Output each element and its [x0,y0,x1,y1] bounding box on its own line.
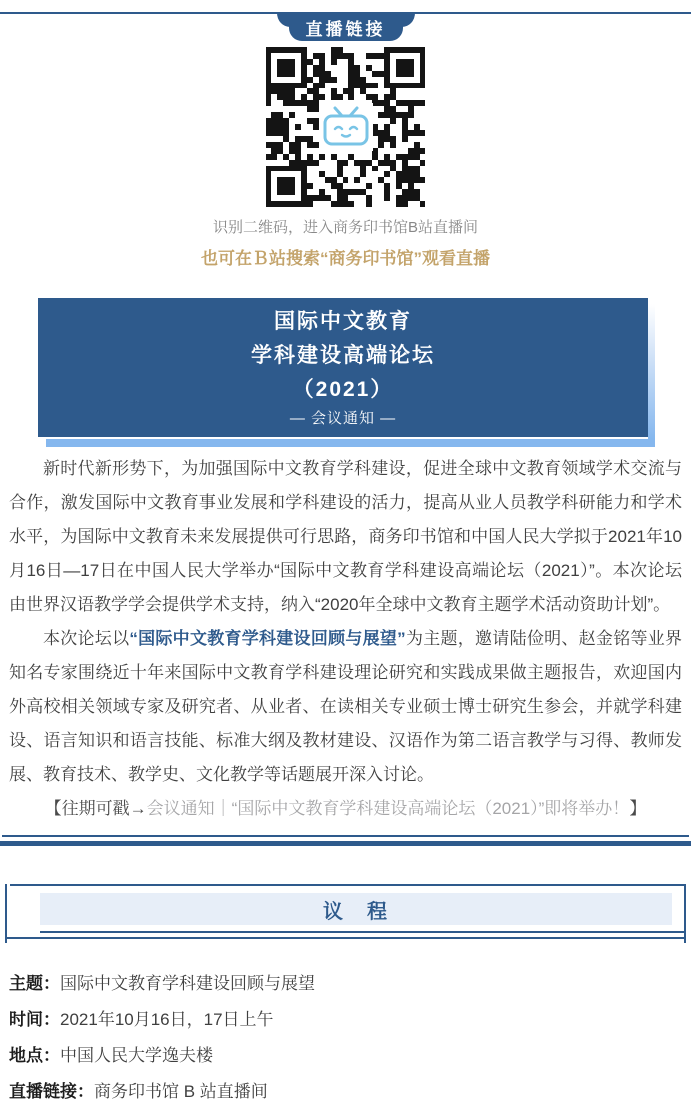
forum-title-line1: 国际中文教育 [274,310,412,333]
divider-thin-line [2,835,689,837]
agenda-header-band [40,893,672,925]
past-issues-open: 【往期可戳→ [44,799,147,818]
agenda-section-frame [5,884,686,943]
qr-search-note: 也可在Ｂ站搜索“商务印书馆”观看直播 [201,249,490,268]
agenda-location-label: 地点： [9,1046,60,1065]
forum-title-line2: 学科建设高端论坛 [251,344,435,367]
forum-title-line3: （2021） [292,378,394,401]
qr-scan-caption: 识别二维码，进入商务印书馆B站直播间 [212,219,478,236]
agenda-livelink-label: 直播链接： [9,1082,94,1101]
agenda-time-label: 时间： [9,1010,60,1029]
agenda-topic-row [9,967,682,1001]
agenda-livelink-row [9,1075,682,1109]
agenda-underline-2 [7,937,684,939]
paragraph-2-suffix: 为主题，邀请陆俭明、赵金铭等业界知名专家围绕近十年来国际中文教育学科建设理论研究和实践成果做主题报告，欢迎国内外高校相关领域专家及研究者、从业者、在读相关专业硕士博士研究生参会，并就学科建设、语言知识和语言技能、标准大纲及教材建设、汉语作为第二语言教学与习得、教师发展、教育技术、教学史、文化教学等话题展开深入讨论。 [9,629,683,784]
paragraph-2-prefix: 本次论坛以 [43,629,130,648]
agenda-time-row [9,1003,682,1037]
past-notice-link[interactable]: 会议通知｜“国际中文教育学科建设高端论坛（2021）”即将举办！ [146,799,630,818]
live-link-ribbon-tab [289,13,403,41]
live-link-label: 直播链接 [305,19,386,39]
paragraph-1: 新时代新形势下，为加强国际中文教育学科建设，促进全球中文教育领域学术交流与合作，激发国际中文教育事业发展和学科建设的活力，提高从业人员教学科研能力和学术水平，为国际中文教育未来发展提供可行思路，商务印书馆和中国人民大学拟于2021年10月16日—17日在中国人民大学举办“国际中文教育学科建设高端论坛（2021）”。本次论坛由世界汉语教学学会提供学术支持，纳入“2020年全球中文教育主题学术活动资助计划”。 [9,459,682,614]
paragraph-2 [9,622,682,792]
divider-thick-line [0,841,691,846]
past-issues-close: 】 [629,799,647,818]
agenda-livelink-value: 商务印书馆 B 站直播间 [94,1082,268,1101]
article-body [9,452,682,826]
forum-title-banner [38,298,648,437]
agenda-location-value: 中国人民大学逸夫楼 [60,1046,213,1065]
forum-theme-highlight: “国际中文教育学科建设回顾与展望” [129,629,406,648]
agenda-time-value: 2021年10月16日，17日上午 [60,1010,274,1029]
bilibili-live-qr-code[interactable] [266,47,426,207]
live-link-header [0,0,691,42]
agenda-underline-1 [40,931,684,933]
forum-subtitle: — 会议通知 — [289,410,397,427]
agenda-info-list [9,967,682,1109]
paragraph-past-issues [9,792,682,826]
bilibili-tv-icon [319,103,373,151]
agenda-topic-value: 国际中文教育学科建设回顾与展望 [60,974,315,993]
section-divider [0,835,691,846]
agenda-frame-top-line [10,884,684,886]
agenda-section-title: 议 程 [323,900,389,923]
agenda-topic-label: 主题： [9,974,60,993]
agenda-location-row [9,1039,682,1073]
